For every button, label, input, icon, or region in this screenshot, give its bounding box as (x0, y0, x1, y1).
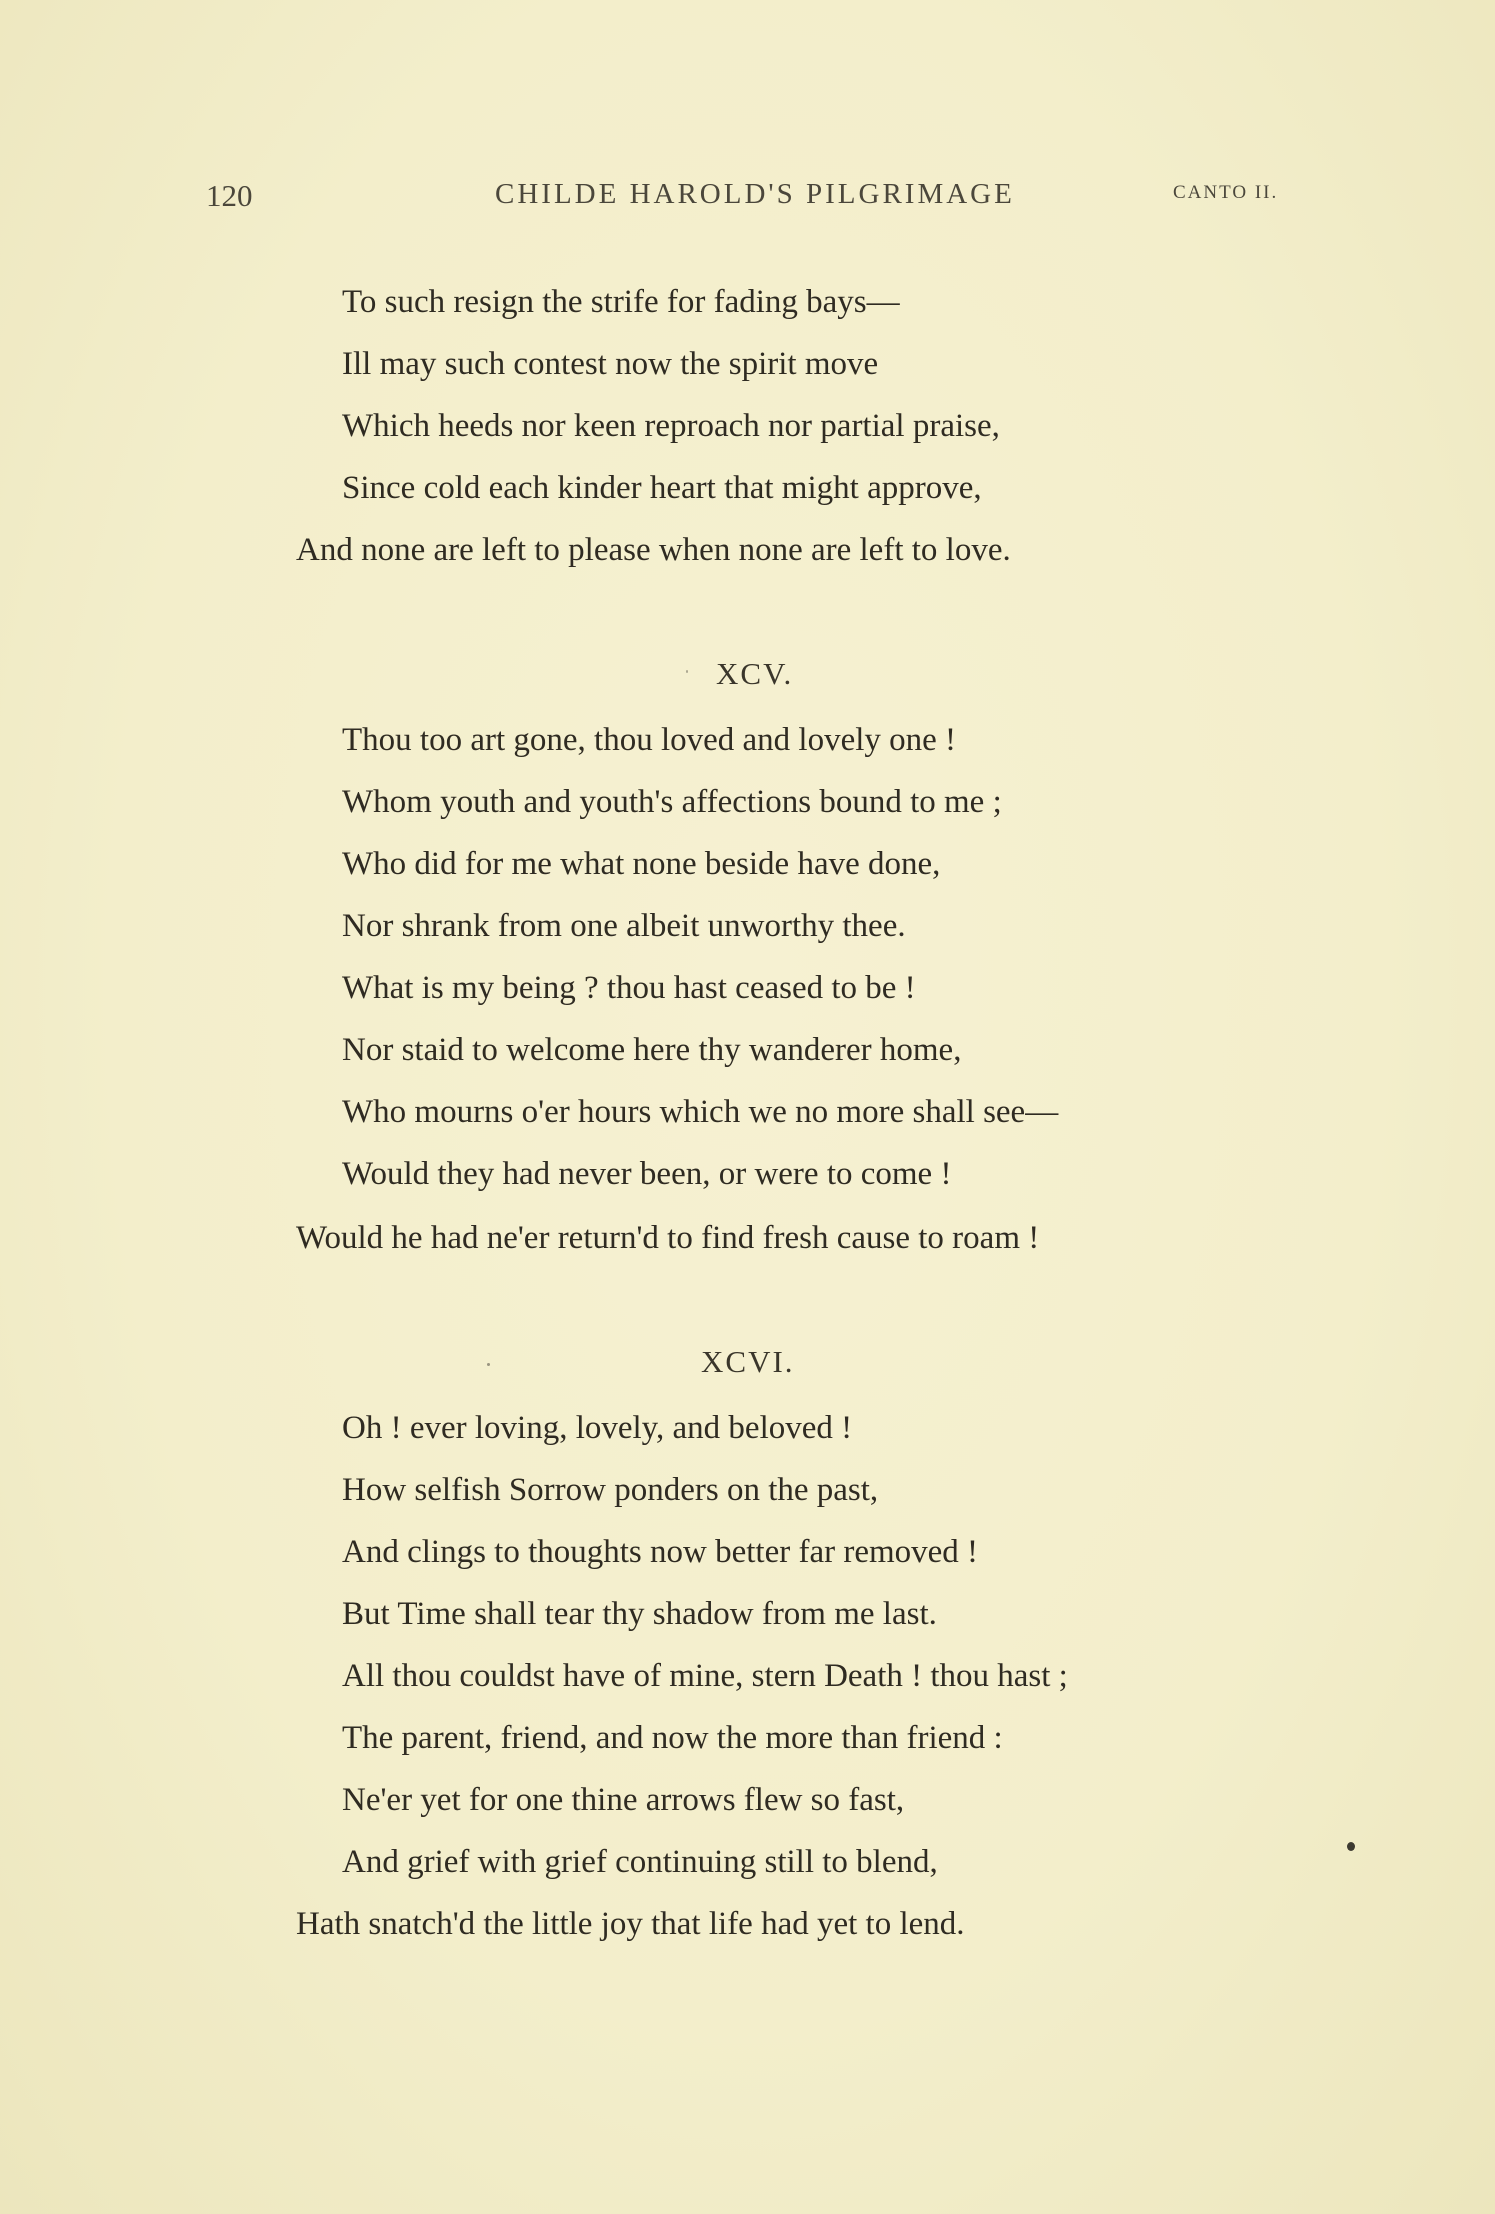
ink-speck (686, 670, 688, 673)
canto-label: CANTO II. (1173, 182, 1279, 203)
verse-line: Hath snatch'd the little joy that life had yet to lend. (296, 1906, 965, 1942)
verse-line: To such resign the strife for fading bays— (342, 284, 900, 320)
verse-line: Would they had never been, or were to come ! (342, 1156, 952, 1192)
verse-line: All thou couldst have of mine, stern Death ! thou hast ; (342, 1658, 1068, 1694)
verse-line: Which heeds nor keen reproach nor partial praise, (342, 408, 1000, 444)
verse-line: Would he had ne'er return'd to find fresh cause to roam ! (296, 1220, 1040, 1256)
verse-line: And grief with grief continuing still to blend, (342, 1844, 938, 1880)
ink-speck (1347, 1842, 1355, 1851)
verse-line: Since cold each kinder heart that might approve, (342, 470, 982, 506)
verse-line: And none are left to please when none are left to love. (296, 532, 1011, 568)
page-header (0, 178, 1495, 218)
verse-line: Nor staid to welcome here thy wanderer home, (342, 1032, 962, 1068)
verse-line: Ill may such contest now the spirit move (342, 346, 879, 382)
verse-line: And clings to thoughts now better far removed ! (342, 1534, 979, 1570)
stanza-numeral: XCV. (716, 656, 794, 691)
verse-line: Who mourns o'er hours which we no more shall see— (342, 1094, 1059, 1130)
stanza-numeral: XCVI. (701, 1344, 795, 1379)
verse-line: Ne'er yet for one thine arrows flew so fast, (342, 1782, 905, 1818)
verse-line: What is my being ? thou hast ceased to be ! (342, 970, 916, 1006)
verse-line: Oh ! ever loving, lovely, and beloved ! (342, 1410, 853, 1446)
verse-line: Thou too art gone, thou loved and lovely one ! (342, 722, 957, 758)
running-title: CHILDE HAROLD'S PILGRIMAGE (495, 178, 1015, 210)
verse-line: Who did for me what none beside have done, (342, 846, 941, 882)
verse-line: Nor shrank from one albeit unworthy thee. (342, 908, 906, 944)
verse-line: The parent, friend, and now the more than friend : (342, 1720, 1003, 1756)
verse-line: But Time shall tear thy shadow from me last. (342, 1596, 937, 1632)
ink-speck (487, 1363, 490, 1366)
page-number: 120 (206, 178, 253, 213)
verse-line: Whom youth and youth's affections bound to me ; (342, 784, 1002, 820)
verse-line: How selfish Sorrow ponders on the past, (342, 1472, 879, 1508)
